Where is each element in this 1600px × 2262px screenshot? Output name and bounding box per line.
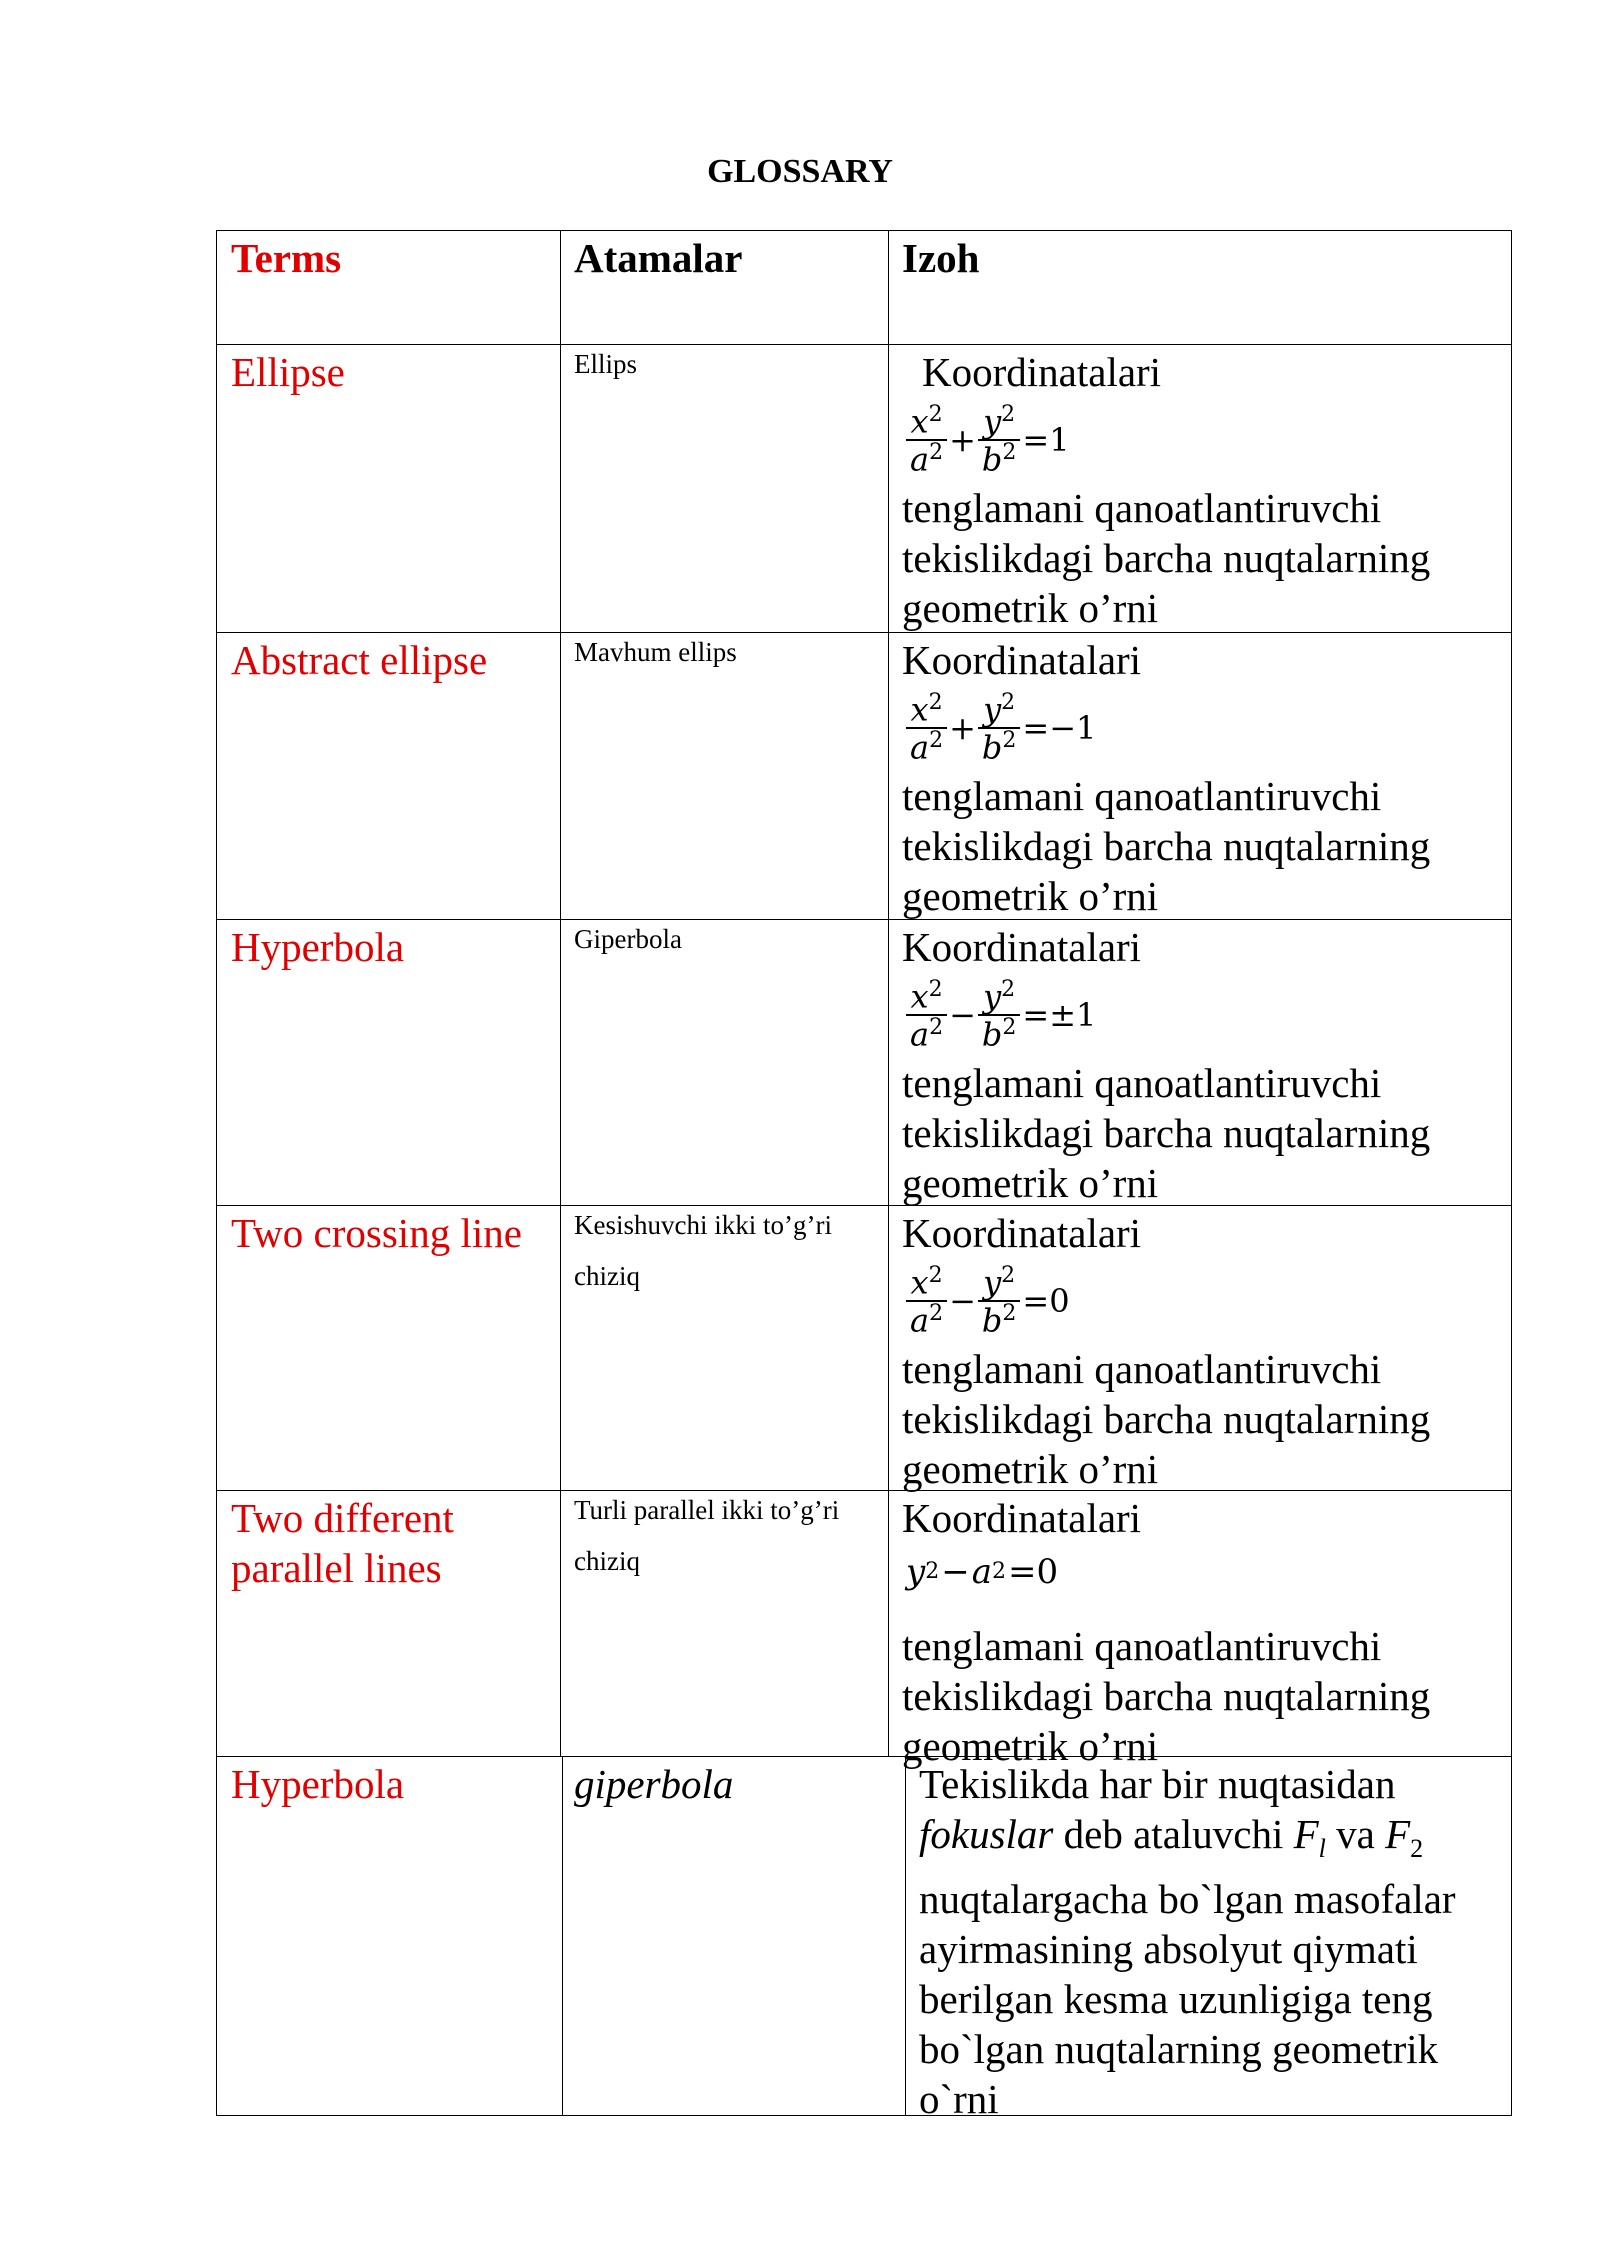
hyperbola-equation: $\frac{x^2}{a^2}$ − $\frac{y^2}{b^2}$ =±1 [906,972,1502,1058]
col-divider [888,231,889,1756]
atama-mavhum-ellips: Mavhum ellips [574,637,737,667]
term-two-parallel-lines: Two different parallel lines [231,1495,454,1591]
abstract-ellipse-equation: $\frac{x^2}{a^2}$ + $\frac{y^2}{b^2}$ =−1 [906,685,1502,771]
izoh-two-crossing-line [902,1208,1502,1494]
izoh-hyperbola-definition: Tekislikda har bir nuqtasidan fokuslar deb ataluvchi $F_l$ va $F_2$ nuqtalargacha bo`lgan masofalar ayirmasining absolyut qiymati berilgan kesma uzunligiga teng bo`lgan nuqtalarning geometrik o`rni [919,1761,1456,2123]
izoh-description: tenglamani qanoatlantiruvchi tekislikdagi barcha nuqtalarning geometrik o’rni [902,1346,1431,1492]
term-ellipse: Ellipse [231,349,345,395]
parallel-lines-equation: y 2 − a 2 =0 [906,1552,1059,1592]
izoh-hyperbola [902,922,1502,1208]
atama-turli-parallel: Turli parallel ikki to’g’ri chiziq [574,1495,840,1576]
header-terms: Terms [231,235,342,281]
header-izoh: Izoh [902,235,980,281]
atama-giperbola-italic: giperbola [574,1761,734,1807]
fokuslar-term: fokuslar [919,1811,1054,1857]
izoh-description: tenglamani qanoatlantiruvchi tekislikdagi barcha nuqtalarning geometrik o’rni [902,1060,1431,1206]
izoh-description: tenglamani qanoatlantiruvchi tekislikdagi barcha nuqtalarning geometrik o’rni [902,1623,1431,1769]
izoh-description: tenglamani qanoatlantiruvchi tekislikdagi barcha nuqtalarning geometrik o’rni [902,485,1431,631]
col-divider [905,1756,906,2115]
term-two-crossing-line: Two crossing line [231,1210,522,1256]
izoh-intro: Koordinatalari [902,1495,1142,1541]
crossing-lines-equation: $\frac{x^2}{a^2}$ − $\frac{y^2}{b^2}$ =0 [906,1258,1502,1344]
term-hyperbola-definition: Hyperbola [231,1761,405,1807]
atama-kesishuvchi: Kesishuvchi ikki to’g’ri chiziq [574,1210,832,1291]
glossary-table [216,230,1512,2123]
col-divider [562,1756,563,2115]
izoh-ellipse [902,347,1502,633]
atama-ellips: Ellips [574,349,638,379]
row-divider [217,344,1511,345]
izoh-intro: Koordinatalari [902,924,1142,970]
izoh-abstract-ellipse [902,635,1502,921]
page-title: GLOSSARY [707,153,893,190]
izoh-description: tenglamani qanoatlantiruvchi tekislikdagi barcha nuqtalarning geometrik o’rni [902,773,1431,919]
term-hyperbola: Hyperbola [231,924,405,970]
ellipse-equation: $\frac{x^2}{a^2}$ + $\frac{y^2}{b^2}$ =1 [906,397,1502,483]
izoh-intro: Koordinatalari [902,637,1142,683]
izoh-intro: Koordinatalari [922,349,1162,395]
izoh-two-parallel-lines [902,1493,1502,1771]
term-abstract-ellipse: Abstract ellipse [231,637,488,683]
atama-giperbola: Giperbola [574,924,682,954]
col-divider [560,231,561,1756]
izoh-intro: Koordinatalari [902,1210,1142,1256]
header-atamalar: Atamalar [574,235,743,281]
